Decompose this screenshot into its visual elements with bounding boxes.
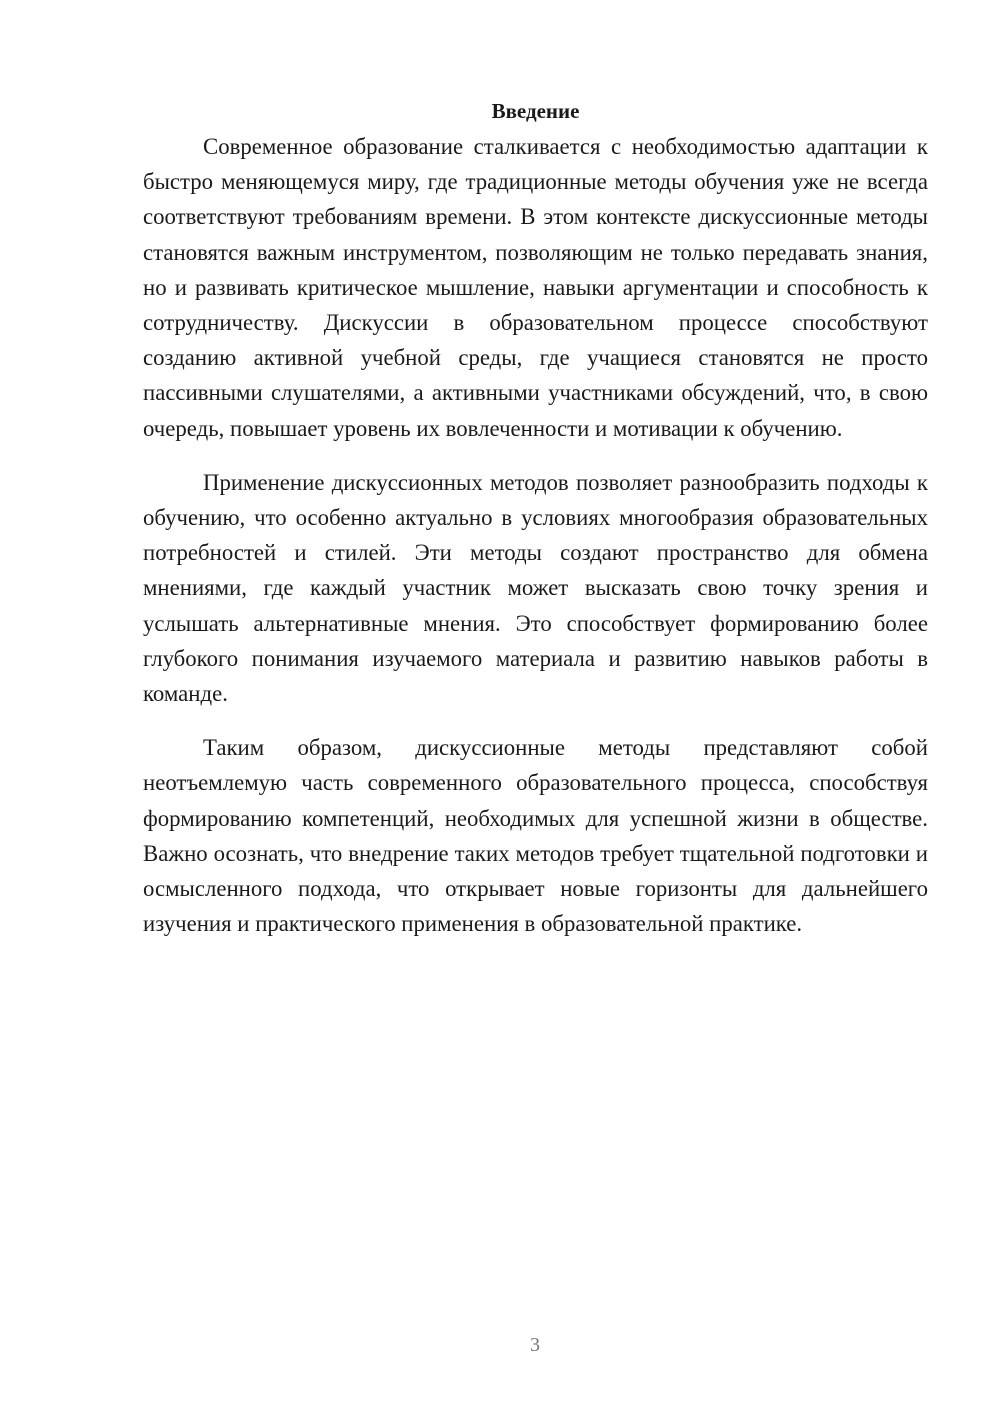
page-number: 3 bbox=[530, 1334, 540, 1356]
paragraph-3: Таким образом, дискуссионные методы представляют собой неотъемлемую часть современного образовательного процесса, способствуя формированию компетенций, необходимых для успешной жизни в обществе. Важно осознать, что внедрение таких методов требует тщательной подготовки и осмысленного подхода, что открывает новые горизонты для дальнейшего изучения и практического применения в образовательной практике. bbox=[143, 735, 928, 937]
paragraph-2: Применение дискуссионных методов позволяет разнообразить подходы к обучению, что особенно актуально в условиях многообразия образовательных потребностей и стилей. Эти методы создают пространство для обмена мнениями, где каждый участник может высказать свою точку зрения и услышать альтернативные мнения. Это способствует формированию более глубокого понимания изучаемого материала и развитию навыков работы в команде. bbox=[143, 469, 928, 707]
section-heading: Введение bbox=[491, 99, 580, 123]
page-content bbox=[143, 94, 928, 941]
paragraph-1: Современное образование сталкивается с необходимостью адаптации к быстро меняющемуся миру, где традиционные методы обучения уже не всегда соответствуют требованиям времени. В этом контексте дискуссионные методы становятся важным инструментом, позволяющим не только передавать знания, но и развивать критическое мышление, навыки аргументации и способность к сотрудничеству. Дискуссии в образовательном процессе способствуют созданию активной учебной среды, где учащиеся становятся не просто пассивными слушателями, а активными участниками обсуждений, что, в свою очередь, повышает уровень их вовлеченности и мотивации к обучению. bbox=[143, 134, 928, 441]
